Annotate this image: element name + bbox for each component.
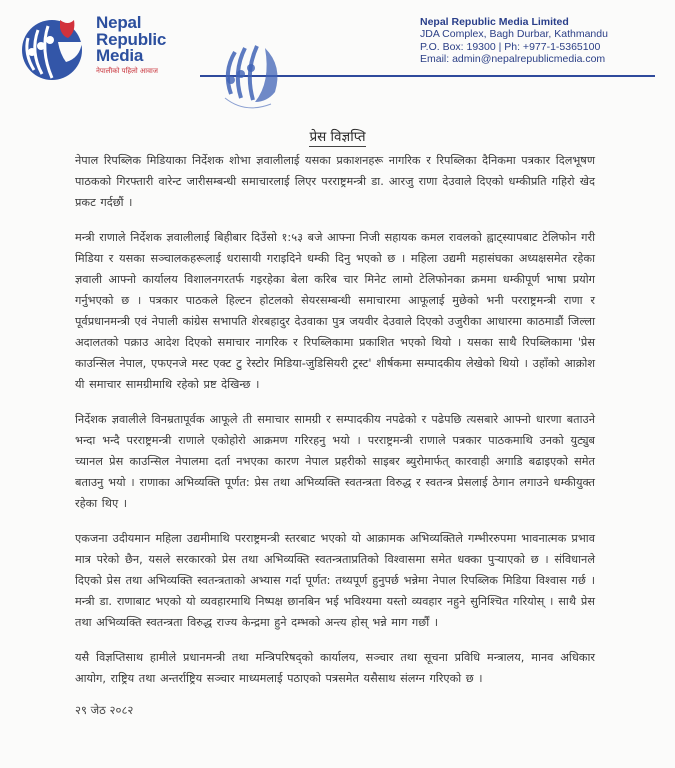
company-info bbox=[420, 16, 608, 66]
brand-name-line-1: Nepal bbox=[96, 13, 142, 32]
paragraph-2: मन्त्री राणाले निर्देशक ज्ञवालीलाई बिहीबार दिउँसो १:५३ बजे आफ्ना निजी सहायक कमल रावलको ह्वाट्स्यापबाट टेलिफोन गरी मिडिया र यसका सञ्चालकहरूलाई धरासायी गराइदिने धम्की दिनु भएको छ । महिला उद्यमी महासंघका अध्यक्षसमेत रहेका ज्ञवाली आफ्नो कार्यालय विशालनगरतर्फ गइरहेका बेला करिब चार मिनेट लामो टेलिफोनका क्रममा धम्कीपूर्ण भाषा प्रयोग गर्नुभएको छ । पत्रकार पाठकले हिल्टन होटलको सेयरसम्बन्धी समाचारमा आफूलाई मुछेको भनी परराष्ट्रमन्त्री राणा र पूर्वप्रधानमन्त्री एवं नेपाली कांग्रेस सभापति शेरबहादुर देउवाका पुत्र जयवीर देउवाले दिएको उजुरीका आधारमा काठमाडौं जिल्ला अदालतको पक्राउ आदेश दिएको समाचार नागरिक र रिपब्लिकामा प्रकाशित भएको थियो । यसका साथै रिपब्लिकामा 'प्रेस काउन्सिल नेपाल, एफएनजे मस्ट एक्ट टु रेस्टोर मिडिया-जुडिसियरी ट्रस्ट' शीर्षकमा सम्पादकीय लेखेको थियो । उहाँको आक्रोश यी समाचार सामग्रीमाथि रहेको प्रष्ट देखिन्छ । bbox=[75, 231, 595, 391]
paragraph-1: नेपाल रिपब्लिक मिडियाका निर्देशक शोभा ज्ञवालीलाई यसका प्रकाशनहरू नागरिक र रिपब्लिका दैनिकमा पत्रकार दिलभूषण पाठकको गिरफ्तारी वारेन्ट जारीसम्बन्धी समाचारलाई लिएर परराष्ट्रमन्त्री डा. आरजु राणा देउवाले दिएको धम्कीप्रति गहिरो खेद प्रकट गर्दछौं । bbox=[75, 154, 595, 209]
document-title bbox=[0, 127, 675, 145]
document-date: २९ जेठ २०८२ bbox=[75, 703, 134, 717]
brand-name-line-2: Republic bbox=[96, 29, 167, 49]
company-email: Email: admin@nepalrepublicmedia.com bbox=[420, 53, 606, 65]
brand-block bbox=[96, 15, 166, 76]
company-contact: P.O. Box: 19300 | Ph: +977-1-5365100 bbox=[420, 40, 601, 53]
nepal-republic-media-logo-icon bbox=[20, 18, 84, 82]
document-body bbox=[75, 150, 595, 718]
document-title-text: प्रेस विज्ञप्ति bbox=[309, 129, 366, 145]
company-seal-stamp-icon bbox=[215, 42, 287, 114]
brand-tagline: नेपालीको पहिलो आवाज bbox=[96, 66, 158, 75]
paragraph-5: यसै विज्ञप्तिसाथ हामीले प्रधानमन्त्री तथा मन्त्रिपरिषद्को कार्यालय, सञ्चार तथा सूचना प्रविधि मन्त्रालय, मानव अधिकार आयोग, राष्ट्रिय तथा अन्तर्राष्ट्रिय सञ्चार माध्यमलाई पठाएको पत्रसमेत यसैसाथ संलग्न गरिएको छ । bbox=[75, 651, 595, 685]
company-name: Nepal Republic Media Limited bbox=[420, 16, 569, 28]
paragraph-3: निर्देशक ज्ञवालीले विनम्रतापूर्वक आफूले ती समाचार सामग्री र सम्पादकीय नपढेको र पढेपछि त्यसबारे आफ्नो धारणा बताउने भन्दा भन्दै परराष्ट्रमन्त्री राणाले एकोहोरो आक्रमण गरिरहनु भयो । परराष्ट्रमन्त्री राणाले पत्रकार पाठकमाथि उनको युट्युब च्यानल प्रेस काउन्सिल नेपालमा दर्ता नभएका कारण नेपाल प्रहरीको साइबर ब्युरोमार्फत् कारवाही अगाडि बढाइएको समेत बताउनु भयो । राणाका अभिव्यक्ति पूर्णत: प्रेस तथा अभिव्यक्ति स्वतन्त्रता विरुद्ध र स्वतन्त्र प्रेसलाई ठेगान लगाउने धम्कीयुक्त रहेका थिए । bbox=[75, 413, 595, 510]
company-address: JDA Complex, Bagh Durbar, Kathmandu bbox=[420, 28, 608, 40]
brand-name-line-3: Media bbox=[96, 46, 144, 65]
paragraph-4: एकजना उदीयमान महिला उद्यमीमाथि परराष्ट्रमन्त्री स्तरबाट भएको यो आक्रामक अभिव्यक्तिले गम्भीररुपमा भावनात्मक प्रभाव मात्र परेको छैन, यसले सरकारको प्रेस तथा अभिव्यक्ति स्वतन्त्रताप्रतिको विश्वासमा समेत धक्का पुऱ्याएको छ । संविधानले दिएको प्रेस तथा अभिव्यक्ति स्वतन्त्रताको अभ्यास गर्दा पूर्णत: तथ्यपूर्ण हुनुपर्छ भन्नेमा नेपाल रिपब्लिक मिडिया विश्वास गर्छ । मन्त्री डा. राणाबाट भएको यो व्यवहारमाथि निष्पक्ष छानबिन भई भविश्यमा यस्तो व्यवहार नहुने सुनिश्चित गरियोस् । साथै प्रेस तथा अभिव्यक्ति स्वतन्त्रता विरुद्ध राज्य केन्द्रमा हुने दम्भको अन्त्य होस् भन्ने माग गर्छौं । bbox=[75, 532, 595, 629]
